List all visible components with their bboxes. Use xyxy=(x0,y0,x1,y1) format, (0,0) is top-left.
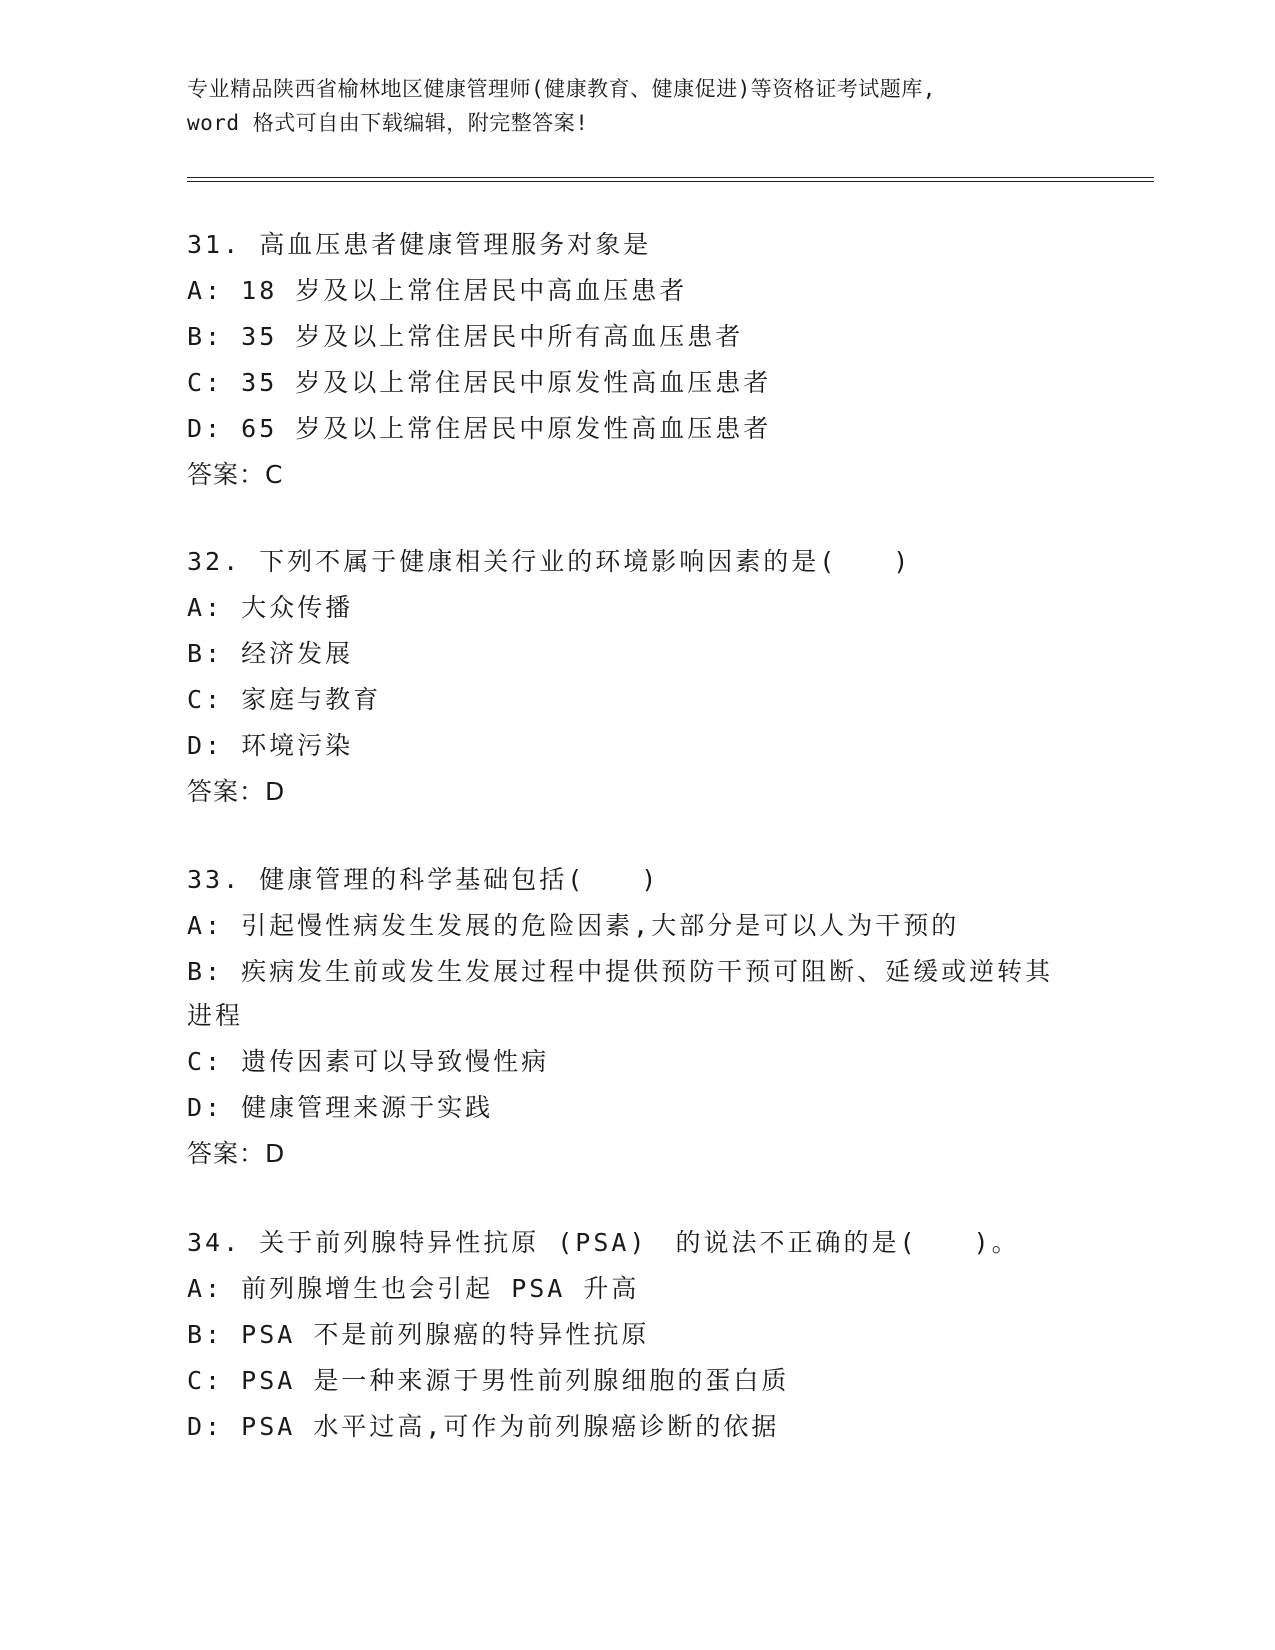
header-double-rule xyxy=(187,177,1154,182)
option-c: C: 家庭与教育 xyxy=(187,685,382,714)
question-32 xyxy=(187,539,1087,815)
question-stem: 31. 高血压患者健康管理服务对象是 xyxy=(187,230,652,259)
option-b: B: 经济发展 xyxy=(187,639,354,668)
header-line-2: word 格式可自由下载编辑，附完整答案! xyxy=(187,111,589,135)
question-stem: 32. 下列不属于健康相关行业的环境影响因素的是( ) xyxy=(187,547,912,576)
option-a: A: 大众传播 xyxy=(187,593,354,622)
question-33 xyxy=(187,857,1087,1177)
option-d: D: 65 岁及以上常住居民中原发性高血压患者 xyxy=(187,414,772,443)
option-a: A: 前列腺增生也会引起 PSA 升高 xyxy=(187,1274,640,1303)
header-line-1: 专业精品陕西省榆林地区健康管理师(健康教育、健康促进)等资格证考试题库, xyxy=(187,77,936,101)
answer: 答案：C xyxy=(187,460,284,489)
option-a: A: 18 岁及以上常住居民中高血压患者 xyxy=(187,276,688,305)
option-b-continued: 进程 xyxy=(187,1001,244,1030)
answer: 答案：D xyxy=(187,1139,286,1168)
option-d: D: 健康管理来源于实践 xyxy=(187,1093,494,1122)
question-31 xyxy=(187,222,1087,498)
option-d: D: 环境污染 xyxy=(187,731,354,760)
option-b: B: 35 岁及以上常住居民中所有高血压患者 xyxy=(187,322,744,351)
answer: 答案：D xyxy=(187,777,286,806)
option-a: A: 引起慢性病发生发展的危险因素,大部分是可以人为干预的 xyxy=(187,911,960,940)
option-c: C: PSA 是一种来源于男性前列腺细胞的蛋白质 xyxy=(187,1366,790,1395)
option-b: B: PSA 不是前列腺癌的特异性抗原 xyxy=(187,1320,650,1349)
option-c: C: 35 岁及以上常住居民中原发性高血压患者 xyxy=(187,368,772,397)
question-stem: 34. 关于前列腺特异性抗原 (PSA) 的说法不正确的是( )。 xyxy=(187,1228,1020,1257)
option-c: C: 遗传因素可以导致慢性病 xyxy=(187,1047,550,1076)
question-stem: 33. 健康管理的科学基础包括( ) xyxy=(187,865,660,894)
question-34 xyxy=(187,1220,1087,1450)
document-header xyxy=(187,72,1087,140)
option-d: D: PSA 水平过高,可作为前列腺癌诊断的依据 xyxy=(187,1412,780,1441)
option-b: B: 疾病发生前或发生发展过程中提供预防干预可阻断、延缓或逆转其 xyxy=(187,957,1054,986)
